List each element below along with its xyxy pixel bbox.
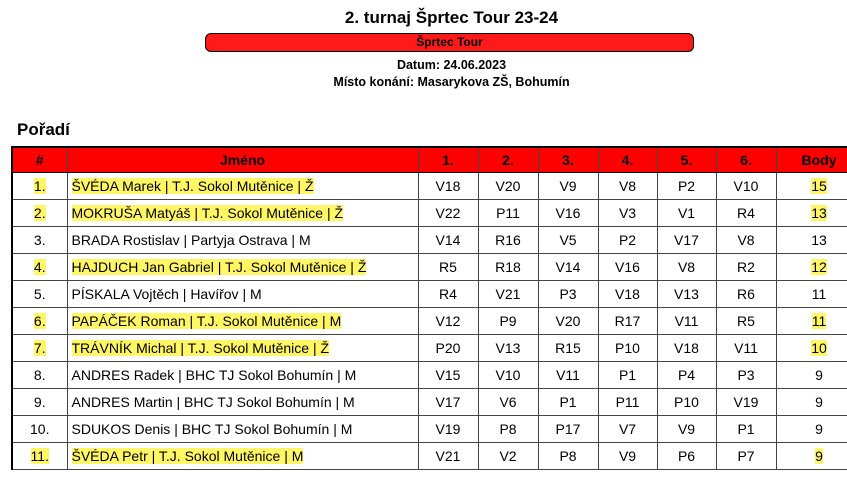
document-title: 2. turnaj Šprtec Tour 23-24 bbox=[344, 8, 559, 27]
player-name-cell: PAPÁČEK Roman | T.J. Sokol Mutěnice | M bbox=[71, 313, 342, 329]
round-result-cell: V11 bbox=[674, 313, 699, 329]
round-result-cell: P10 bbox=[674, 394, 699, 410]
round-result-cell: R18 bbox=[495, 259, 521, 275]
col-header-round-5: 5. bbox=[657, 147, 716, 173]
round-result-cell: V18 bbox=[435, 178, 461, 194]
rank-cell: 7. bbox=[33, 340, 46, 356]
round-result-cell: R4 bbox=[737, 205, 755, 221]
col-header-round-6: 6. bbox=[716, 147, 776, 173]
round-result-cell: V8 bbox=[737, 232, 755, 248]
round-result-cell: V17 bbox=[674, 232, 699, 248]
col-header-rank: # bbox=[12, 147, 67, 173]
round-result-cell: P20 bbox=[435, 340, 461, 356]
round-result-cell: V20 bbox=[555, 313, 581, 329]
table-row bbox=[12, 173, 847, 200]
round-result-cell: V21 bbox=[435, 448, 461, 464]
round-result-cell: R6 bbox=[737, 286, 755, 302]
rank-cell: 11. bbox=[30, 448, 49, 464]
rank-cell: 3. bbox=[33, 232, 46, 248]
tour-banner: Šprtec Tour bbox=[205, 33, 694, 52]
points-cell: 10 bbox=[811, 340, 827, 356]
table-row bbox=[12, 200, 847, 227]
round-result-cell: V18 bbox=[615, 286, 640, 302]
col-header-round-1: 1. bbox=[418, 147, 478, 173]
points-cell: 11 bbox=[811, 286, 827, 302]
round-result-cell: V20 bbox=[495, 178, 521, 194]
round-result-cell: P10 bbox=[615, 340, 640, 356]
player-name-cell: PÍSKALA Vojtěch | Havířov | M bbox=[71, 286, 262, 302]
points-cell: 13 bbox=[811, 232, 827, 248]
round-result-cell: V21 bbox=[495, 286, 521, 302]
table-row bbox=[12, 443, 847, 470]
col-header-round-3: 3. bbox=[538, 147, 598, 173]
player-name-cell: ANDRES Martin | BHC TJ Sokol Bohumín | M bbox=[71, 394, 355, 410]
player-name-cell: ŠVÉDA Marek | T.J. Sokol Mutěnice | Ž bbox=[71, 178, 314, 194]
round-result-cell: V11 bbox=[734, 340, 758, 356]
points-cell: 9 bbox=[815, 448, 823, 464]
points-cell: 11 bbox=[811, 313, 827, 329]
round-result-cell: V18 bbox=[674, 340, 699, 356]
points-cell: 9 bbox=[815, 394, 823, 410]
round-result-cell: P8 bbox=[499, 421, 517, 437]
round-result-cell: V7 bbox=[618, 421, 637, 437]
table-header-row bbox=[12, 147, 847, 173]
round-result-cell: V11 bbox=[556, 367, 580, 383]
table-row bbox=[12, 308, 847, 335]
rank-cell: 2. bbox=[33, 205, 46, 221]
points-cell: 9 bbox=[815, 421, 823, 437]
round-result-cell: V9 bbox=[618, 448, 637, 464]
table-row bbox=[12, 335, 847, 362]
round-result-cell: V14 bbox=[555, 259, 581, 275]
rank-cell: 10. bbox=[30, 421, 50, 437]
round-result-cell: P1 bbox=[618, 367, 637, 383]
player-name-cell: BRADA Rostislav | Partyja Ostrava | M bbox=[71, 232, 311, 248]
round-result-cell: P1 bbox=[559, 394, 577, 410]
round-result-cell: V14 bbox=[435, 232, 461, 248]
player-name-cell: HAJDUCH Jan Gabriel | T.J. Sokol Mutěnice | Ž bbox=[71, 259, 367, 275]
round-result-cell: V3 bbox=[618, 205, 637, 221]
round-result-cell: V10 bbox=[495, 367, 521, 383]
table-row bbox=[12, 362, 847, 389]
round-result-cell: V5 bbox=[559, 232, 577, 248]
round-result-cell: V2 bbox=[499, 448, 517, 464]
round-result-cell: P2 bbox=[677, 178, 696, 194]
player-name-cell: ŠVÉDA Petr | T.J. Sokol Mutěnice | M bbox=[71, 448, 304, 464]
round-result-cell: R4 bbox=[439, 286, 457, 302]
round-result-cell: V12 bbox=[435, 313, 461, 329]
rank-cell: 5. bbox=[33, 286, 46, 302]
round-result-cell: P3 bbox=[737, 367, 755, 383]
table-row bbox=[12, 227, 847, 254]
round-result-cell: V13 bbox=[495, 340, 521, 356]
round-result-cell: R2 bbox=[737, 259, 755, 275]
col-header-round-2: 2. bbox=[478, 147, 538, 173]
points-cell: 12 bbox=[811, 259, 827, 275]
round-result-cell: V16 bbox=[615, 259, 640, 275]
rank-cell: 6. bbox=[33, 313, 46, 329]
round-result-cell: P17 bbox=[555, 421, 581, 437]
round-result-cell: V8 bbox=[677, 259, 696, 275]
round-result-cell: P4 bbox=[677, 367, 696, 383]
round-result-cell: P3 bbox=[559, 286, 577, 302]
round-result-cell: P9 bbox=[499, 313, 517, 329]
player-name-cell: MOKRUŠA Matyáš | T.J. Sokol Mutěnice | Ž bbox=[71, 205, 344, 221]
rank-cell: 8. bbox=[33, 367, 46, 383]
col-header-points: Body bbox=[776, 147, 847, 173]
col-header-name: Jméno bbox=[67, 147, 418, 173]
round-result-cell: V6 bbox=[499, 394, 517, 410]
standings-body bbox=[12, 173, 847, 470]
round-result-cell: V8 bbox=[618, 178, 637, 194]
player-name-cell: ANDRES Radek | BHC TJ Sokol Bohumín | M bbox=[71, 367, 357, 383]
round-result-cell: V1 bbox=[677, 205, 696, 221]
points-cell: 15 bbox=[811, 178, 827, 194]
player-name-cell: TRÁVNÍK Michal | T.J. Sokol Mutěnice | Ž bbox=[71, 340, 330, 356]
standings-table bbox=[11, 146, 847, 470]
round-result-cell: P11 bbox=[496, 205, 520, 221]
table-row bbox=[12, 416, 847, 443]
round-result-cell: V15 bbox=[435, 367, 461, 383]
round-result-cell: P6 bbox=[677, 448, 696, 464]
round-result-cell: P1 bbox=[737, 421, 755, 437]
round-result-cell: P7 bbox=[737, 448, 755, 464]
round-result-cell: R17 bbox=[614, 313, 641, 329]
round-result-cell: V19 bbox=[435, 421, 461, 437]
round-result-cell: V16 bbox=[555, 205, 581, 221]
round-result-cell: R5 bbox=[439, 259, 457, 275]
event-date: Datum: 24.06.2023 bbox=[396, 58, 507, 72]
player-name-cell: SDUKOS Denis | BHC TJ Sokol Bohumín | M bbox=[71, 421, 353, 437]
rank-cell: 4. bbox=[33, 259, 46, 275]
table-row bbox=[12, 254, 847, 281]
rank-cell: 1. bbox=[33, 178, 46, 194]
round-result-cell: V10 bbox=[733, 178, 759, 194]
table-row bbox=[12, 281, 847, 308]
round-result-cell: V9 bbox=[559, 178, 577, 194]
event-venue: Místo konání: Masarykova ZŠ, Bohumín bbox=[333, 75, 570, 89]
points-cell: 13 bbox=[811, 205, 827, 221]
col-header-round-4: 4. bbox=[598, 147, 657, 173]
points-cell: 9 bbox=[815, 367, 823, 383]
round-result-cell: V17 bbox=[435, 394, 461, 410]
round-result-cell: R5 bbox=[737, 313, 755, 329]
round-result-cell: V19 bbox=[733, 394, 759, 410]
rank-cell: 9. bbox=[33, 394, 46, 410]
table-row bbox=[12, 389, 847, 416]
round-result-cell: P8 bbox=[559, 448, 577, 464]
section-title: Pořadí bbox=[17, 120, 70, 139]
round-result-cell: V22 bbox=[435, 205, 461, 221]
round-result-cell: P2 bbox=[618, 232, 637, 248]
round-result-cell: R16 bbox=[495, 232, 521, 248]
round-result-cell: V13 bbox=[674, 286, 699, 302]
round-result-cell: P11 bbox=[615, 394, 640, 410]
round-result-cell: V9 bbox=[677, 421, 696, 437]
round-result-cell: R15 bbox=[555, 340, 581, 356]
